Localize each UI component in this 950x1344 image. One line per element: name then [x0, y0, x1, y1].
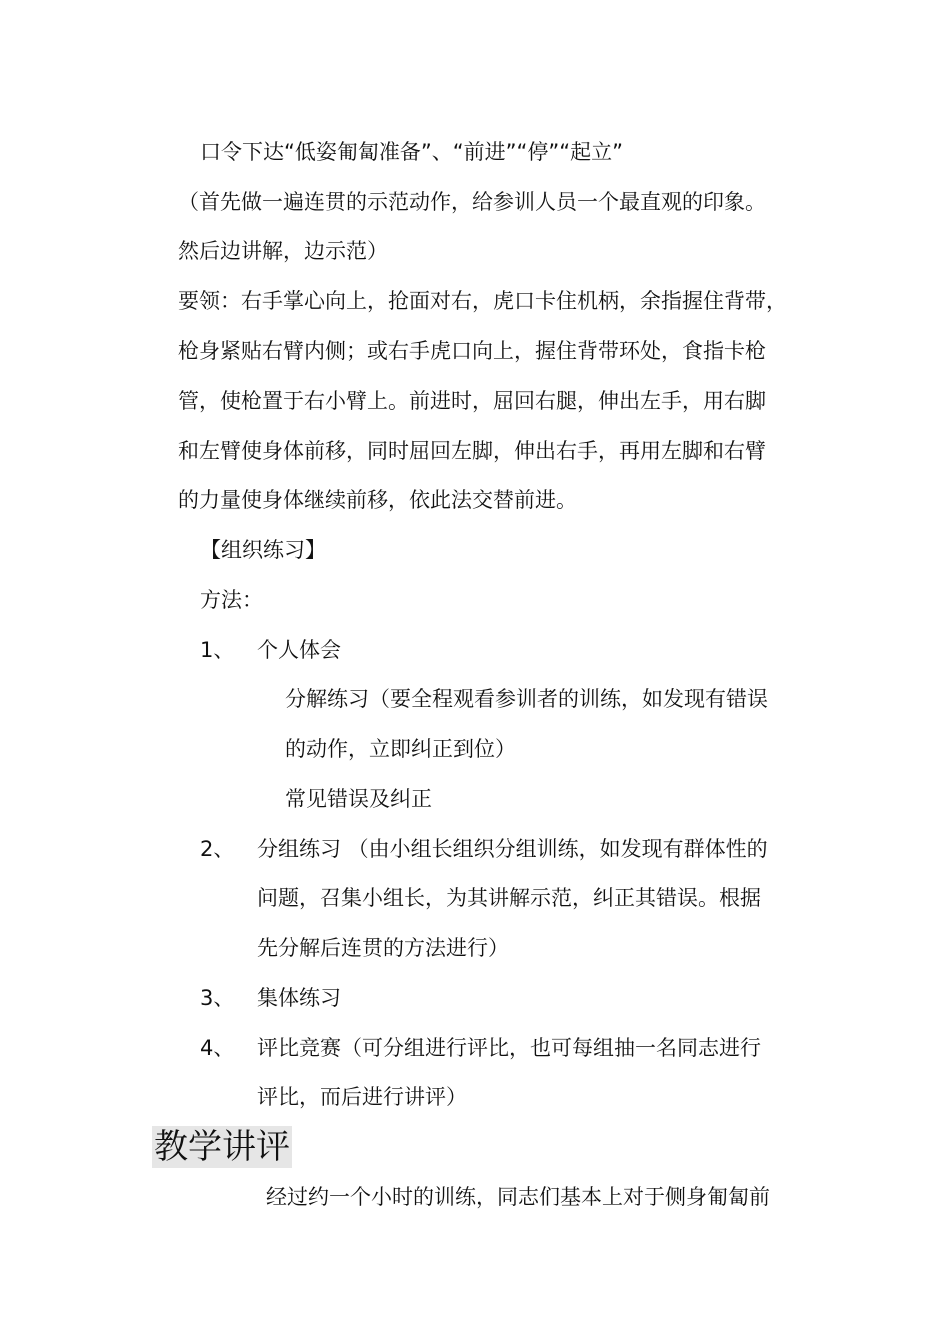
sub-item-line: 分解练习（要全程观看参训者的训练，如发现有错误: [285, 687, 768, 711]
demo-paragraph-line-2: 然后边讲解，边示范）: [178, 239, 388, 263]
list-number: 1、: [200, 638, 235, 662]
list-item-text: 评比竞赛（可分组进行评比，也可每组抽一名同志进行: [257, 1036, 761, 1060]
demo-paragraph-line-1: （首先做一遍连贯的示范动作，给参训人员一个最直观的印象。: [178, 190, 766, 214]
essentials-line: 的力量使身体继续前移，依此法交替前进。: [178, 488, 577, 512]
section-title-organize: 【组织练习】: [200, 538, 326, 562]
section-heading-review: 教学讲评: [154, 1127, 290, 1167]
sub-item-line: 常见错误及纠正: [285, 787, 432, 811]
list-number: 2、: [200, 837, 235, 861]
list-item-text: 分组练习 （由小组长组织分组训练，如发现有群体性的: [257, 837, 768, 861]
review-paragraph: 经过约一个小时的训练，同志们基本上对于侧身匍匐前: [266, 1185, 770, 1209]
sub-item-line: 的动作，立即纠正到位）: [285, 737, 516, 761]
essentials-line: 和左臂使身体前移，同时屈回左脚，伸出右手，再用左脚和右臂: [178, 439, 766, 463]
list-number: 3、: [200, 986, 235, 1010]
essentials-line: 要领：右手掌心向上，抢面对右，虎口卡住机柄，余指握住背带，: [178, 289, 787, 313]
list-item-text: 评比，而后进行讲评）: [257, 1085, 467, 1109]
essentials-line: 枪身紧贴右臂内侧；或右手虎口向上，握住背带环处，食指卡枪: [178, 339, 766, 363]
method-label: 方法：: [200, 588, 263, 612]
list-item-text: 问题，召集小组长，为其讲解示范，纠正其错误。根据: [257, 886, 761, 910]
list-item-text: 个人体会: [257, 638, 341, 662]
list-number: 4、: [200, 1036, 235, 1060]
command-paragraph: 口令下达“低姿匍匐准备”、“前进”“停”“起立”: [200, 140, 624, 164]
list-item-text: 先分解后连贯的方法进行）: [257, 936, 509, 960]
list-item-text: 集体练习: [257, 986, 341, 1010]
essentials-line: 管，使枪置于右小臂上。前进时，屈回右腿，伸出左手，用右脚: [178, 389, 766, 413]
